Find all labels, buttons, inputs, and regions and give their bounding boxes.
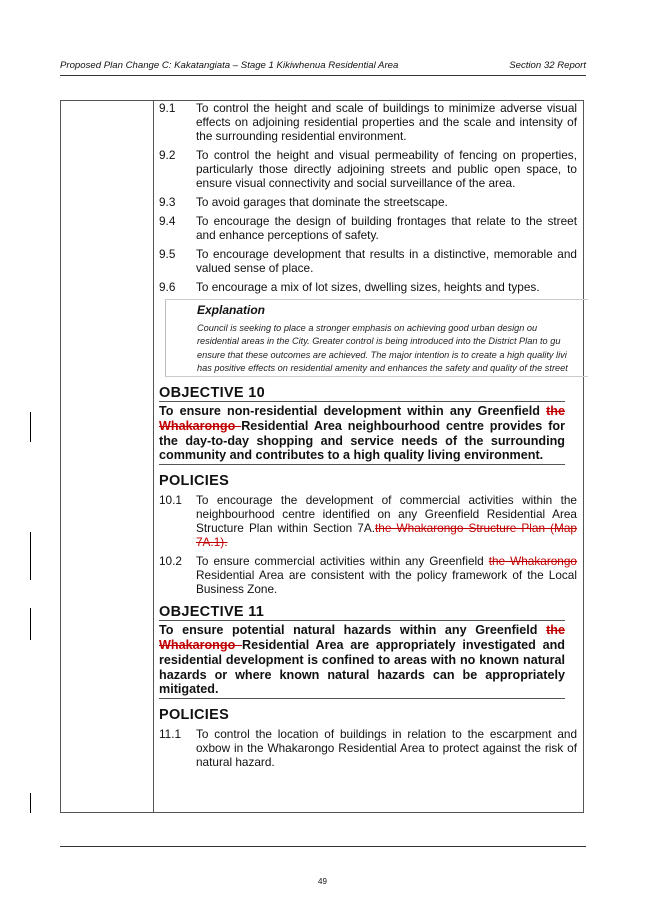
policies-heading: POLICIES	[159, 473, 230, 490]
policy-text: To control the height and scale of buildings to minimize adverse visual effects on adjoining residential properties and the scale and intensity of the surrounding residential environment.	[196, 101, 577, 143]
policy-number: 9.6	[159, 280, 176, 294]
table-column-divider	[153, 100, 154, 813]
policy-text: To control the height and visual permeability of fencing on properties, particularly those directly adjoining streets and public open space, to ensure visual connectivity and social surveillance of the area.	[196, 148, 577, 190]
policy-text: To encourage the design of building frontages that relate to the street and enhance perceptions of safety.	[196, 214, 577, 242]
objective-11-text	[159, 623, 565, 697]
explanation-title: Explanation	[197, 303, 266, 317]
policy-item	[159, 214, 577, 242]
explanation-line: residential areas in the City. Greater control is being introduced into the District Plan to gu	[197, 336, 561, 347]
objective-11-heading: OBJECTIVE 11	[159, 604, 265, 621]
change-bar	[30, 412, 31, 442]
objective-rule	[159, 698, 565, 699]
policy-text	[196, 554, 577, 596]
deleted-text: the Whakarongo	[159, 404, 565, 433]
objective-text: Residential Area are appropriately investigated and residential development is confined to areas with no known natural hazards or where known natural hazards can be appropriately mitigated.	[159, 637, 565, 697]
explanation-line: has positive effects on residential amenity and enhances the safety and quality of the street	[197, 362, 568, 373]
objective-text: To ensure potential natural hazards within any Greenfield	[159, 623, 547, 638]
policy-number: 9.2	[159, 148, 176, 162]
objective-10-text	[159, 404, 565, 463]
policy-item	[159, 148, 577, 190]
change-bar	[30, 793, 31, 813]
objective-text: Residential Area neighbourhood centre provides for the day-to-day shopping and service needs of the surrounding community and contributes to a high quality living environment.	[159, 418, 565, 463]
explanation-line: ensure that these outcomes are achieved. The major intention is to create a high quality livi	[197, 349, 567, 360]
objective-10-heading: OBJECTIVE 10	[159, 385, 265, 401]
policies-heading: POLICIES	[159, 707, 230, 724]
policy-number: 11.1	[159, 727, 182, 742]
policy-text: To avoid garages that dominate the streetscape.	[196, 195, 448, 209]
policy-item	[159, 195, 577, 209]
policy-number: 9.4	[159, 214, 176, 228]
page-header	[60, 60, 586, 71]
policy-number: 9.1	[159, 101, 176, 115]
change-bar	[30, 532, 31, 580]
policy-item	[159, 493, 577, 549]
policy-text-part: To encourage the development of commercial activities within the neighbourhood centre identified on any Greenfield Residential Area Structure Plan within Section 7A.	[196, 493, 577, 536]
change-bar	[30, 608, 31, 640]
header-title: Proposed Plan Change C: Kakatangiata – Stage 1 Kikiwhenua Residential Area	[60, 60, 399, 71]
policy-text: To encourage development that results in a distinctive, memorable and valued sense of place.	[196, 247, 577, 275]
footer-rule	[60, 846, 586, 847]
deleted-text: the Whakarongo	[488, 554, 577, 569]
deleted-text: the Whakarongo Structure Plan (Map 7A.1).	[196, 521, 577, 550]
policy-item	[159, 101, 577, 143]
policy-text	[196, 493, 577, 549]
policy-text: To control the location of buildings in relation to the escarpment and oxbow in the Whakarongo Residential Area to protect against the risk of natural hazard.	[196, 727, 577, 770]
objective-text: To ensure non-residential development within any Greenfield	[159, 404, 547, 418]
policy-number: 10.2	[159, 554, 182, 569]
policy-text-part: Residential Area are consistent with the policy framework of the Local Business Zone.	[196, 568, 577, 597]
header-rule	[60, 75, 586, 76]
policy-number: 9.3	[159, 195, 176, 209]
objective-rule	[159, 464, 565, 465]
policy-number: 10.1	[159, 493, 182, 508]
policy-text-part: To ensure commercial activities within any Greenfield	[196, 554, 489, 569]
deleted-text: the Whakarongo	[159, 623, 565, 652]
page-number: 49	[318, 877, 327, 886]
policy-item	[159, 727, 577, 769]
policy-item	[159, 247, 577, 275]
policy-item	[159, 280, 577, 294]
objective-rule	[159, 620, 565, 621]
table-content	[159, 101, 577, 774]
explanation-line: Council is seeking to place a stronger emphasis on achieving good urban design ou	[197, 323, 538, 333]
policy-text: To encourage a mix of lot sizes, dwelling sizes, heights and types.	[196, 280, 540, 294]
explanation-box	[165, 299, 588, 377]
policy-item	[159, 554, 577, 596]
objective-rule	[159, 401, 565, 402]
header-section: Section 32 Report	[509, 60, 586, 71]
policy-number: 9.5	[159, 247, 176, 261]
